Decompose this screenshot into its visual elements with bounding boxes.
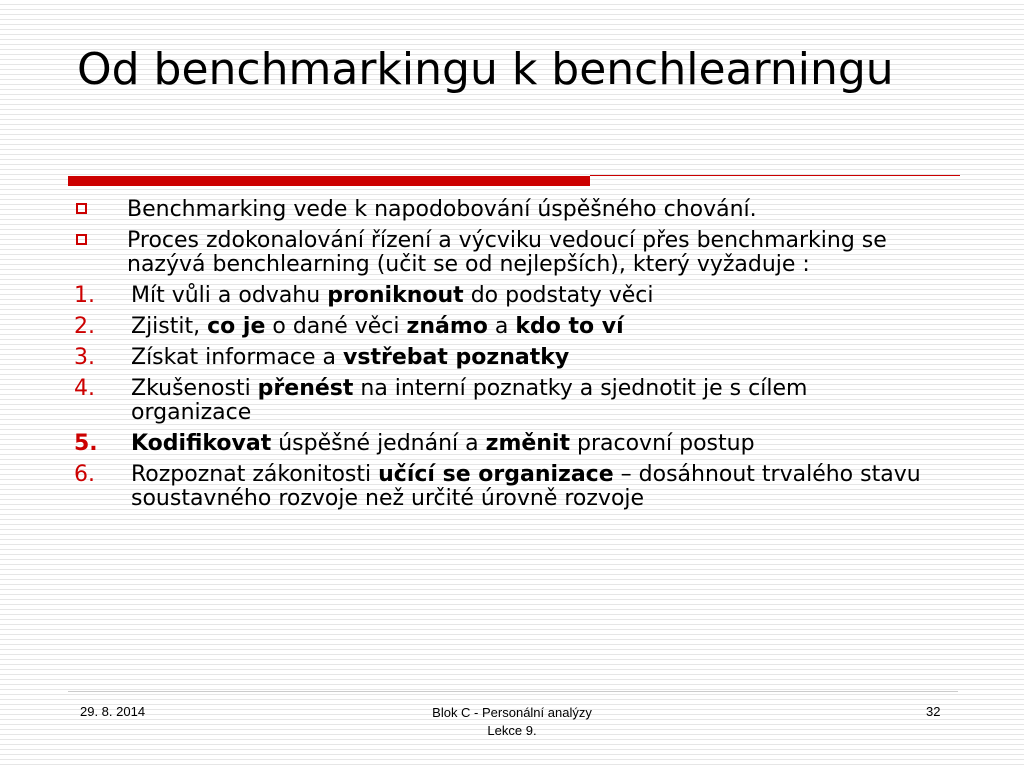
- numbered-item: [74, 432, 934, 456]
- item-number: 6.: [74, 462, 95, 487]
- numbered-item: [74, 463, 934, 511]
- square-bullet-icon: [76, 234, 87, 245]
- item-number: 5.: [74, 431, 98, 456]
- bullet-item: [74, 198, 934, 222]
- numbered-item: [74, 315, 934, 339]
- item-number: 4.: [74, 376, 95, 401]
- item-number: 1.: [74, 283, 95, 308]
- square-bullet-icon: [76, 203, 87, 214]
- item-number: 2.: [74, 314, 95, 339]
- footer-course: [362, 704, 662, 740]
- bullet-text: Proces zdokonalování řízení a výcviku vedoucí přes benchmarking se nazývá benchlearning (učit se od nejlepších), který vyžaduje :: [127, 228, 887, 277]
- item-text: Rozpoznat zákonitosti učící se organizace – dosáhnout trvalého stavu soustavného rozvoje než určité úrovně rozvoje: [131, 462, 921, 511]
- slide-title: Od benchmarkingu k benchlearningu: [77, 44, 894, 95]
- numbered-item: [74, 377, 934, 425]
- bullet-text: Benchmarking vede k napodobování úspěšného chování.: [127, 197, 757, 222]
- footer-date: 29. 8. 2014: [80, 704, 146, 719]
- numbered-item: [74, 284, 934, 308]
- item-number: 3.: [74, 345, 95, 370]
- item-text: Získat informace a vstřebat poznatky: [131, 345, 570, 370]
- item-text: Zjistit, co je o dané věci známo a kdo to ví: [131, 314, 624, 339]
- footer-lesson: Lekce 9.: [487, 723, 537, 738]
- item-text: Zkušenosti přenést na interní poznatky a sjednotit je s cílem organizace: [131, 376, 808, 425]
- title-underline-thin: [590, 175, 960, 176]
- slide-content: [74, 198, 934, 518]
- page-number: 32: [926, 704, 941, 719]
- footer-divider: [68, 691, 958, 692]
- item-text: Kodifikovat úspěšné jednání a změnit pracovní postup: [131, 431, 755, 456]
- bullet-item: [74, 229, 934, 277]
- footer-course-title: Blok C - Personální analýzy: [432, 705, 592, 720]
- numbered-item: [74, 346, 934, 370]
- item-text: Mít vůli a odvahu proniknout do podstaty věci: [131, 283, 654, 308]
- title-underline: [68, 176, 590, 186]
